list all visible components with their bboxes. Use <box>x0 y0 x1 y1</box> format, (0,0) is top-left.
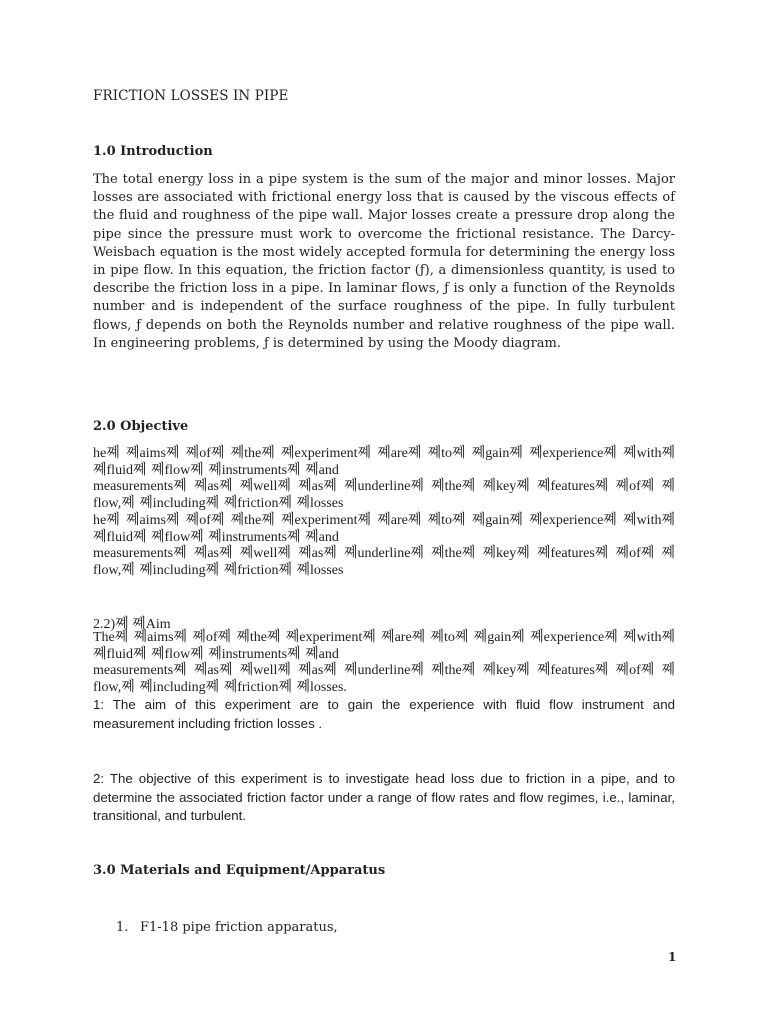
aim-label: 2.2)쪠 쪠Aim <box>93 617 171 632</box>
garbled-objective-block <box>93 446 675 580</box>
aim-paragraph-1: 1: The aim of this experiment are to gain the experience with fluid flow instrument and measurement including friction losses . <box>93 697 675 731</box>
garbled-line: he쪠 쪠aims쪠 쪠of쪠 쪠the쪠 쪠experiment쪠 쪠are쪠 쪠to쪠 쪠gain쪠 쪠experience쪠 쪠with쪠 쪠fluid쪠 쪠flow쪠 쪠instruments쪠 쪠and <box>93 512 675 545</box>
list-item-number: 1. <box>116 920 129 935</box>
garbled-aim-block <box>93 630 675 697</box>
garbled-line: measurements쪠 쪠as쪠 쪠well쪠 쪠as쪠 쪠underline쪠 쪠the쪠 쪠key쪠 쪠features쪠 쪠of쪠 쪠flow,쪠 쪠including쪠 쪠friction쪠 쪠losses <box>93 479 675 512</box>
intro-heading: 1.0 Introduction <box>93 144 213 159</box>
garbled-line: measurements쪠 쪠as쪠 쪠well쪠 쪠as쪠 쪠underline쪠 쪠the쪠 쪠key쪠 쪠features쪠 쪠of쪠 쪠flow,쪠 쪠including쪠 쪠friction쪠 쪠losses. <box>93 663 675 696</box>
materials-heading: 3.0 Materials and Equipment/Apparatus <box>93 863 386 878</box>
garbled-line: The쪠 쪠aims쪠 쪠of쪠 쪠the쪠 쪠experiment쪠 쪠are쪠 쪠to쪠 쪠gain쪠 쪠experience쪠 쪠with쪠 쪠fluid쪠 쪠flow쪠 쪠instruments쪠 쪠and <box>93 630 675 662</box>
garbled-line: he쪠 쪠aims쪠 쪠of쪠 쪠the쪠 쪠experiment쪠 쪠are쪠 쪠to쪠 쪠gain쪠 쪠experience쪠 쪠with쪠 쪠fluid쪠 쪠flow쪠 쪠instruments쪠 쪠and <box>93 446 675 478</box>
materials-list <box>116 920 338 935</box>
aim-paragraph-2: 2: The objective of this experiment is to investigate head loss due to friction in a pipe, and to determine the associated friction factor under a range of flow rates and flow regimes, i.e., laminar, transitional, and turbulent. <box>93 771 675 823</box>
garbled-line: measurements쪠 쪠as쪠 쪠well쪠 쪠as쪠 쪠underline쪠 쪠the쪠 쪠key쪠 쪠features쪠 쪠of쪠 쪠flow,쪠 쪠including쪠 쪠friction쪠 쪠losses <box>93 546 675 578</box>
page-number: 1 <box>668 950 677 964</box>
intro-paragraph: The total energy loss in a pipe system is the sum of the major and minor losses. Major losses are associated with frictional energy loss that is caused by the viscous effects of the fluid and roughness of the pipe wall. Major losses create a pressure drop along the pipe since the pressure must work to overcome the frictional resistance. The Darcy-Weisbach equation is the most widely accepted formula for determining the energy loss in pipe flow. In this equation, the friction factor (ƒ), a dimensionless quantity, is used to describe the friction loss in a pipe. In laminar flows, ƒ is only a function of the Reynolds number and is independent of the surface roughness of the pipe. In fully turbulent flows, ƒ depends on both the Reynolds number and relative roughness of the pipe wall. In engineering problems, ƒ is determined by using the Moody diagram. <box>93 172 675 351</box>
list-item-text: F1-18 pipe friction apparatus, <box>140 920 338 935</box>
objective-heading: 2.0 Objective <box>93 419 189 434</box>
list-item <box>116 920 338 935</box>
document-title: FRICTION LOSSES IN PIPE <box>93 88 289 104</box>
